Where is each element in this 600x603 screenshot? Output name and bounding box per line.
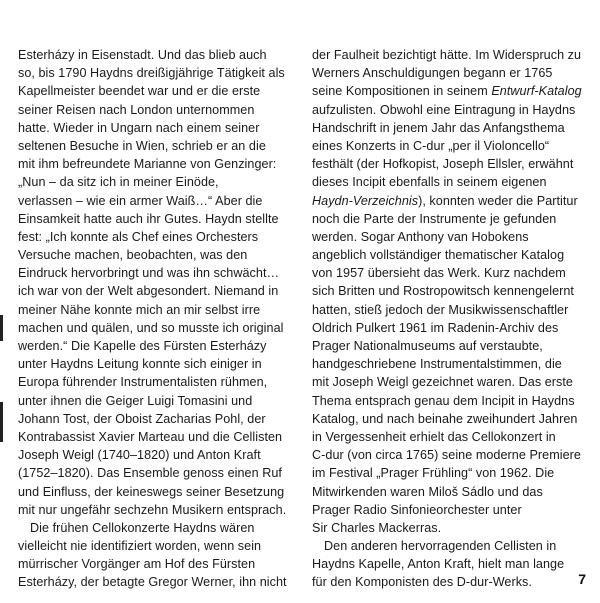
text-line: in Vergessenheit erhielt das Cellokonzert in (312, 429, 556, 444)
text-line: eines Konzerts in C-dur „per il Violoncello“ (312, 138, 550, 153)
text-line: für den Komponisten des D-dur-Werks. (312, 575, 532, 590)
text-line: Prager Nationalmuseums auf verstaubte, (312, 339, 543, 353)
text-line: seiner Reisen nach London unternommen (18, 102, 255, 117)
text-line: Oldrich Pulkert 1961 im Radenin-Archiv des (312, 320, 559, 335)
text-line: verlassen – wie ein armer Waiß…“ Aber die (18, 193, 263, 208)
right-text-column (312, 46, 590, 592)
text-line: Den anderen hervorragenden Cellisten in (324, 539, 557, 554)
text-line: vielleicht nie identifiziert worden, wenn sein (18, 539, 262, 554)
text-line: Esterházy, der betagte Gregor Werner, ihn nicht (18, 575, 287, 590)
text-line: so, bis 1790 Haydns dreißigjährige Tätigkeit als (18, 66, 285, 81)
text-line: angeblich vollständiger thematischer Katalog (312, 248, 565, 263)
text-line: seltenen Besuche in Wien, schrieb er an die (18, 138, 266, 153)
text-line: „Nun – da sitz ich in meiner Einöde, (18, 175, 219, 190)
text-line: handgeschriebene Instrumentalstimmen, die (312, 357, 562, 372)
text-line: werden. Sogar Anthony van Hobokens (312, 229, 529, 244)
text-line: hatten, stieß jedoch der Musikwissenschaftler (312, 302, 569, 317)
text-line: Die frühen Cellokonzerte Haydns wären (30, 520, 255, 535)
text-line: im Festival „Prager Frühling“ von 1962. Die (312, 466, 555, 481)
text-line: (1752–1820). Das Ensemble genoss einen Ruf (18, 466, 282, 481)
text-line: Mitwirkenden waren Miloš Sádlo und das (312, 484, 543, 499)
text-line: sich Britten und Rostropowitsch kennengelernt (312, 284, 574, 299)
text-line: Kapellmeister beendet war und er die erste (18, 84, 261, 99)
text-line: hatte. Wieder in Ungarn nach einem seiner (18, 120, 260, 135)
text-line: aufzulisten. Obwohl eine Eintragung in Haydns (312, 102, 576, 117)
page-edge-mark (0, 315, 3, 341)
text-line: machen und quälen, und so musste ich original (18, 320, 284, 335)
page-edge-mark (0, 402, 3, 442)
text-line: Handschrift in jenem Jahr das Anfangsthema (312, 120, 565, 135)
text-line: mit nur ungefähr sechzehn Musikern entsprach. (18, 502, 287, 517)
text-line: unter Haydns Leitung konnte sich einiger in (18, 357, 262, 372)
text-line: Johann Tost, der Oboist Zacharias Pohl, der (18, 411, 266, 426)
text-line: Prager Radio Sinfonieorchester unter (312, 502, 522, 517)
text-line: Haydns Kapelle, Anton Kraft, hielt man lange (312, 557, 565, 572)
text-line: unter ihnen die Geiger Luigi Tomasini und (18, 393, 253, 408)
text-line: mit ihm befreundete Marianne von Genzinger: (18, 157, 277, 172)
text-line: der Faulheit bezichtigt hätte. Im Widerspruch zu (312, 48, 582, 62)
text-line: mürrischer Vorgänger am Hof des Fürsten (18, 557, 256, 572)
text-line: Haydn-Verzeichnis), konnten weder die Partitur (312, 193, 578, 208)
text-line: und Einfluss, der keineswegs seiner Besetzung (18, 484, 285, 499)
text-line: fest: „Ich konnte als Chef eines Orchesters (18, 229, 259, 244)
text-line: Werners Anschuldigungen begann er 1765 (312, 66, 553, 81)
text-line: Thema entsprach genau dem Incipit in Haydns (312, 393, 575, 408)
text-line: Europa führender Instrumentalisten rühmen, (18, 375, 268, 390)
text-line: Joseph Weigl (1740–1820) und Anton Kraft (18, 448, 261, 463)
text-line: seine Kompositionen in seinem Entwurf-Katalog (312, 84, 582, 99)
text-line: Kontrabassist Xavier Marteau und die Cellisten (18, 429, 283, 444)
page-number: 7 (578, 571, 586, 587)
text-line: C-dur (von circa 1765) seine moderne Premiere (312, 448, 581, 463)
text-line: Katalog, und nach beinahe zweihundert Jahren (312, 411, 578, 426)
text-line: meiner Nähe konnte mich an mir selbst irre (18, 302, 261, 317)
text-line: mit Joseph Weigl gezeichnet waren. Das erste (312, 375, 573, 390)
text-line: ich war von der Welt abgesondert. Niemand in (18, 284, 279, 299)
text-line: Esterházy in Eisenstadt. Und das blieb auch (18, 48, 267, 62)
text-line: noch die Parte der Instrumente je gefunden (312, 211, 557, 226)
text-line: Eindruck hervorbringt und was ihn schwächt… (18, 266, 280, 281)
left-text-column (18, 46, 296, 592)
text-line: von 1957 übersieht das Werk. Kurz nachdem (312, 266, 566, 281)
text-line: Einsamkeit hatte auch ihr Gutes. Haydn stellte (18, 211, 279, 226)
text-line: festhält (der Hofkopist, Joseph Ellsler, erwähnt (312, 157, 574, 172)
text-line: dieses Incipit ebenfalls in seinem eigenen (312, 175, 547, 190)
text-line: Sir Charles Mackerras. (312, 520, 442, 535)
text-line: werden.“ Die Kapelle des Fürsten Esterházy (18, 339, 267, 353)
text-line: Versuche machen, beobachten, was den (18, 248, 248, 263)
